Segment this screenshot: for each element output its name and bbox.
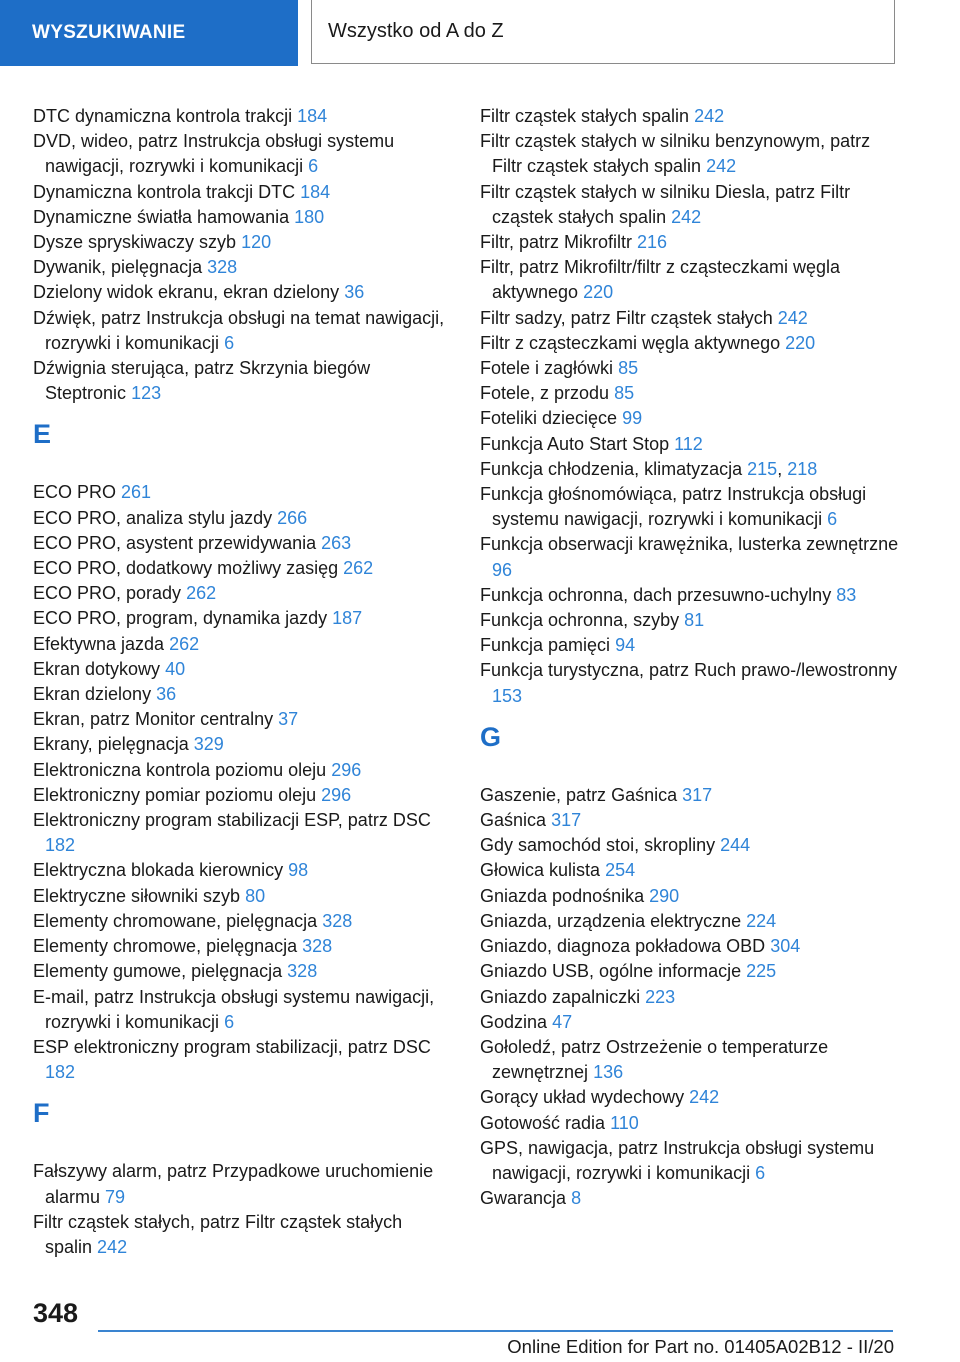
index-column-right	[480, 104, 900, 1211]
index-entry-text: DVD, wideo, patrz Instrukcja obsługi systemu nawigacji, rozrywki i komunikacji	[33, 131, 395, 177]
index-entry-text: Gołoledź, patrz Ostrzeżenie o temperaturze zewnętrznej	[480, 1036, 829, 1083]
index-entry	[33, 480, 453, 505]
index-entry	[33, 657, 453, 682]
index-entry	[480, 482, 900, 532]
page-link[interactable]: 47	[552, 1011, 573, 1032]
page-link[interactable]: 296	[331, 759, 362, 780]
index-entry-text: Elementy chromowane, pielęgnacja	[33, 910, 318, 931]
index-entry	[33, 632, 453, 657]
page-link[interactable]: 110	[610, 1112, 639, 1133]
page-link[interactable]: 79	[105, 1186, 126, 1207]
index-entry	[480, 381, 900, 406]
index-entry-text: Foteliki dziecięce	[480, 408, 618, 429]
index-entry-text: Efektywna jazda	[33, 633, 165, 654]
section-letter: E	[33, 419, 52, 450]
page-link[interactable]: 290	[649, 885, 680, 906]
page-link[interactable]: 224	[746, 910, 777, 931]
index-entry	[33, 306, 453, 356]
page-link[interactable]: 182	[45, 1062, 76, 1083]
page-link[interactable]: 242	[777, 307, 808, 328]
index-entry-text: Funkcja chłodzenia, klimatyzacja	[480, 458, 743, 479]
index-entry	[480, 255, 900, 305]
index-entry-text: Filtr sadzy, patrz Filtr cząstek stałych	[480, 307, 773, 328]
index-entry	[33, 732, 453, 757]
page-link[interactable]: 242	[97, 1236, 128, 1257]
page-link[interactable]: 120	[241, 232, 272, 253]
index-entry-text: Filtr cząstek stałych spalin	[480, 106, 690, 126]
index-entry-text: Gwarancja	[480, 1188, 567, 1209]
page-link[interactable]: 223	[645, 986, 676, 1007]
index-entry-text: Elementy gumowe, pielęgnacja	[33, 961, 283, 982]
index-entry	[33, 909, 453, 934]
index-entry-text: Ekran dotykowy	[33, 658, 161, 679]
page-link[interactable]: 99	[622, 408, 643, 429]
index-entry-text: Elektryczna blokada kierownicy	[33, 860, 284, 881]
index-entry-text: Funkcja ochronna, szyby	[480, 610, 680, 631]
index-entry	[480, 1085, 900, 1110]
tab-all-a-to-z[interactable]: Wszystko od A do Z	[311, 0, 895, 64]
index-entry-text: Funkcja głośnomówiąca, patrz Instrukcja obsługi systemu nawigacji, rozrywki i komunikacji	[480, 484, 867, 530]
index-entry-text: Głowica kulista	[480, 860, 601, 881]
index-entry-text: Filtr cząstek stałych, patrz Filtr cząstek stałych spalin	[33, 1211, 403, 1257]
index-entry	[480, 633, 900, 658]
page-link[interactable]: 242	[694, 106, 725, 126]
page-link[interactable]: 242	[671, 206, 702, 227]
header-bar	[0, 0, 960, 66]
page-link[interactable]: 83	[836, 584, 857, 605]
page-link[interactable]: 218	[787, 458, 818, 479]
index-entry	[33, 581, 453, 606]
index-entry	[480, 230, 900, 255]
section-letter: F	[33, 1098, 50, 1129]
index-entry-text: Dynamiczna kontrola trakcji DTC	[33, 181, 296, 202]
page-link[interactable]: 242	[706, 156, 737, 177]
index-entry	[33, 959, 453, 984]
index-entry	[480, 356, 900, 381]
page-link[interactable]: 261	[121, 482, 152, 503]
index-entry	[480, 1010, 900, 1035]
index-entry-text: Gorący układ wydechowy	[480, 1087, 685, 1108]
page-link[interactable]: 296	[321, 784, 352, 805]
index-entry	[480, 180, 900, 230]
index-entry-text: Gniazdo, diagnoza pokładowa OBD	[480, 936, 766, 957]
index-entry	[480, 104, 900, 129]
index-entry-text: Funkcja pamięci	[480, 635, 611, 656]
index-entry	[480, 331, 900, 356]
index-entry	[480, 1186, 900, 1211]
page-link[interactable]: 220	[785, 332, 816, 353]
page-link[interactable]: 244	[720, 835, 751, 856]
index-entry	[480, 909, 900, 934]
index-entry	[33, 104, 453, 129]
index-entry	[33, 531, 453, 556]
index-entry-text: Filtr cząstek stałych w silniku Diesla, patrz Filtr cząstek stałych spalin	[480, 181, 851, 227]
page-link[interactable]: 262	[169, 633, 200, 654]
index-entry-text: Fotele i zagłówki	[480, 358, 614, 379]
index-entry-text: Funkcja obserwacji krawężnika, lusterka zewnętrzne	[480, 534, 899, 555]
index-entry-text: ECO PRO, analiza stylu jazdy	[33, 507, 273, 528]
index-entry-text: Gniazdo zapalniczki	[480, 986, 641, 1007]
index-entry	[480, 1111, 900, 1136]
page-link[interactable]: 184	[297, 106, 328, 126]
index-entry	[480, 833, 900, 858]
index-entry-text: Filtr z cząsteczkami węgla aktywnego	[480, 332, 781, 353]
index-entry-text: Dzielony widok ekranu, ekran dzielony	[33, 282, 340, 303]
index-entry-text: Gaszenie, patrz Gaśnica	[480, 784, 678, 805]
page-link[interactable]: 317	[551, 810, 582, 831]
index-entry	[33, 506, 453, 531]
index-entry-text: Gotowość radia	[480, 1112, 606, 1133]
index-entry-text: ECO PRO, dodatkowy możliwy zasięg	[33, 558, 339, 579]
index-entry-text: Gdy samochód stoi, skropliny	[480, 835, 716, 856]
index-entry-text: Filtr, patrz Mikrofiltr	[480, 232, 633, 253]
index-entry	[480, 432, 900, 457]
page-link[interactable]: 136	[593, 1062, 624, 1083]
index-entry-text: DTC dynamiczna kontrola trakcji	[33, 106, 293, 126]
index-entry-text: E-mail, patrz Instrukcja obsługi systemu nawigacji, rozrywki i komunikacji	[33, 986, 435, 1032]
index-entry	[480, 858, 900, 883]
index-entry	[480, 959, 900, 984]
page-link[interactable]: 112	[674, 433, 703, 454]
page-link[interactable]: 180	[294, 206, 325, 227]
index-entry	[480, 306, 900, 331]
page-link[interactable]: 96	[492, 559, 513, 580]
page-link[interactable]: 182	[45, 835, 76, 856]
index-entry-text: Ekran dzielony	[33, 684, 152, 705]
page-link[interactable]: 85	[614, 383, 635, 404]
index-entry	[33, 129, 453, 179]
index-entry	[33, 1035, 453, 1085]
index-entry	[33, 255, 453, 280]
index-entry-text: GPS, nawigacja, patrz Instrukcja obsługi systemu nawigacji, rozrywki i komunikacji	[480, 1137, 875, 1183]
page-link[interactable]: 6	[224, 332, 235, 353]
index-entry-text: Elektroniczny program stabilizacji ESP, patrz DSC	[33, 810, 431, 831]
index-entry	[33, 606, 453, 631]
index-entry-text: ECO PRO, asystent przewidywania	[33, 532, 317, 553]
index-entry	[33, 707, 453, 732]
page-link[interactable]: 36	[344, 282, 365, 303]
index-entry	[33, 180, 453, 205]
index-entry	[480, 608, 900, 633]
page-link[interactable]: 36	[156, 684, 177, 705]
index-column-left	[33, 104, 453, 1260]
index-entry-text: Filtr cząstek stałych w silniku benzynowym, patrz Filtr cząstek stałych spalin	[480, 131, 871, 177]
page-link[interactable]: 328	[207, 257, 238, 278]
index-entry-text: Dysze spryskiwaczy szyb	[33, 232, 237, 253]
page-link[interactable]: 220	[583, 282, 614, 303]
index-entry-text: Elementy chromowe, pielęgnacja	[33, 936, 298, 957]
page-link[interactable]: 215	[747, 458, 778, 479]
index-entry-text: Gaśnica	[480, 810, 547, 831]
index-entry	[480, 985, 900, 1010]
index-entry-text: Elektroniczna kontrola poziomu oleju	[33, 759, 327, 780]
page-link[interactable]: 80	[245, 885, 266, 906]
index-entry	[480, 129, 900, 179]
footer-edition	[507, 1336, 894, 1358]
page-link[interactable]: 153	[492, 685, 523, 706]
index-entry: Funkcja chłodzenia, klimatyzacja 215, 218	[480, 458, 818, 479]
index-entry	[33, 556, 453, 581]
page-link[interactable]: 8	[571, 1188, 582, 1209]
page-link[interactable]: 216	[637, 232, 668, 253]
page-link[interactable]: 328	[287, 961, 318, 982]
index-entry	[33, 1210, 453, 1260]
edition-text: Online Edition for Part no. 01405A02B12 - II/20	[507, 1336, 894, 1357]
index-entry	[33, 356, 453, 406]
page-link[interactable]: 225	[746, 961, 777, 982]
index-entry-text: Elektryczne siłowniki szyb	[33, 885, 241, 906]
page-link[interactable]: 262	[343, 558, 374, 579]
page-link[interactable]: 184	[300, 181, 331, 202]
index-entry-text: Filtr, patrz Mikrofiltr/filtr z cząsteczkami węgla aktywnego	[480, 257, 841, 303]
index-entry	[480, 884, 900, 909]
index-entry-text: Fotele, z przodu	[480, 383, 610, 404]
section-letter: G	[480, 721, 502, 752]
index-entry-text: Dźwignia sterująca, patrz Skrzynia biegów Steptronic	[33, 358, 371, 404]
index-entry-text: Funkcja ochronna, dach przesuwno-uchylny	[480, 584, 832, 605]
page-link[interactable]: 6	[755, 1162, 766, 1183]
page-link[interactable]: 266	[277, 507, 308, 528]
tab-search[interactable]: WYSZUKIWANIE	[0, 0, 298, 66]
index-entry-text: ECO PRO, porady	[33, 583, 182, 604]
page-number: 348	[33, 1298, 79, 1328]
index-entry	[33, 280, 453, 305]
index-entry	[33, 682, 453, 707]
index-entry-text: ECO PRO, program, dynamika jazdy	[33, 608, 328, 629]
page-link[interactable]: 328	[322, 910, 353, 931]
index-entry-text: Funkcja Auto Start Stop	[480, 433, 670, 454]
page-link[interactable]: 187	[332, 608, 363, 629]
index-entry	[480, 1035, 900, 1085]
page-link[interactable]: 254	[605, 860, 636, 881]
page-link[interactable]: 242	[689, 1087, 720, 1108]
index-entry-text: ESP elektroniczny program stabilizacji, patrz DSC	[33, 1036, 431, 1057]
page-link[interactable]: 98	[288, 860, 309, 881]
index-entry	[33, 808, 453, 858]
page-link[interactable]: 317	[682, 784, 713, 805]
index-entry	[33, 858, 453, 883]
index-entry	[480, 583, 900, 608]
page-link[interactable]: 6	[224, 1011, 235, 1032]
page-link[interactable]: 85	[618, 358, 639, 379]
index-entry	[33, 758, 453, 783]
index-entry-text: ECO PRO	[33, 482, 117, 503]
index-entry-text: Funkcja turystyczna, patrz Ruch prawo-/lewostronny	[480, 660, 898, 681]
index-entry-text: Gniazda podnośnika	[480, 885, 645, 906]
page-link[interactable]: 94	[615, 635, 636, 656]
page-link[interactable]: 81	[684, 610, 705, 631]
index-entry	[480, 406, 900, 431]
index-entry	[33, 230, 453, 255]
index-entry-text: Gniazdo USB, ogólne informacje	[480, 961, 742, 982]
index-entry	[480, 934, 900, 959]
page-link[interactable]: 263	[321, 532, 352, 553]
page-link[interactable]: 6	[308, 156, 319, 177]
page-link[interactable]: 6	[827, 509, 838, 530]
index-entry	[33, 934, 453, 959]
index-entry-text: Fałszywy alarm, patrz Przypadkowe uruchomienie alarmu	[33, 1161, 434, 1207]
index-entry	[480, 658, 900, 708]
index-entry	[480, 1136, 900, 1186]
index-entry-text: Dywanik, pielęgnacja	[33, 257, 203, 278]
index-entry-text: Ekrany, pielęgnacja	[33, 734, 189, 755]
index-entry-text: Elektroniczny pomiar poziomu oleju	[33, 784, 317, 805]
index-entry-text: Gniazda, urządzenia elektryczne	[480, 910, 742, 931]
index-entry	[33, 205, 453, 230]
index-entry	[480, 532, 900, 582]
page-link[interactable]: 262	[186, 583, 217, 604]
footer-divider	[98, 1330, 893, 1332]
index-entry-text: Dźwięk, patrz Instrukcja obsługi na temat nawigacji, rozrywki i komunikacji	[33, 307, 445, 353]
index-entry-text: Godzina	[480, 1011, 548, 1032]
index-entry	[480, 783, 900, 808]
index-entry	[480, 808, 900, 833]
index-entry	[33, 985, 453, 1035]
index-entry-text: Ekran, patrz Monitor centralny	[33, 709, 274, 730]
page-link[interactable]: 304	[770, 936, 801, 957]
page-link[interactable]: 40	[165, 658, 186, 679]
index-entry	[33, 1159, 453, 1209]
page-link[interactable]: 123	[131, 383, 162, 404]
index-entry	[33, 783, 453, 808]
index-entry-text: Dynamiczne światła hamowania	[33, 206, 290, 227]
index-entry	[33, 884, 453, 909]
page-link[interactable]: 329	[193, 734, 224, 755]
page-link[interactable]: 37	[278, 709, 299, 730]
page-link[interactable]: 328	[302, 936, 333, 957]
